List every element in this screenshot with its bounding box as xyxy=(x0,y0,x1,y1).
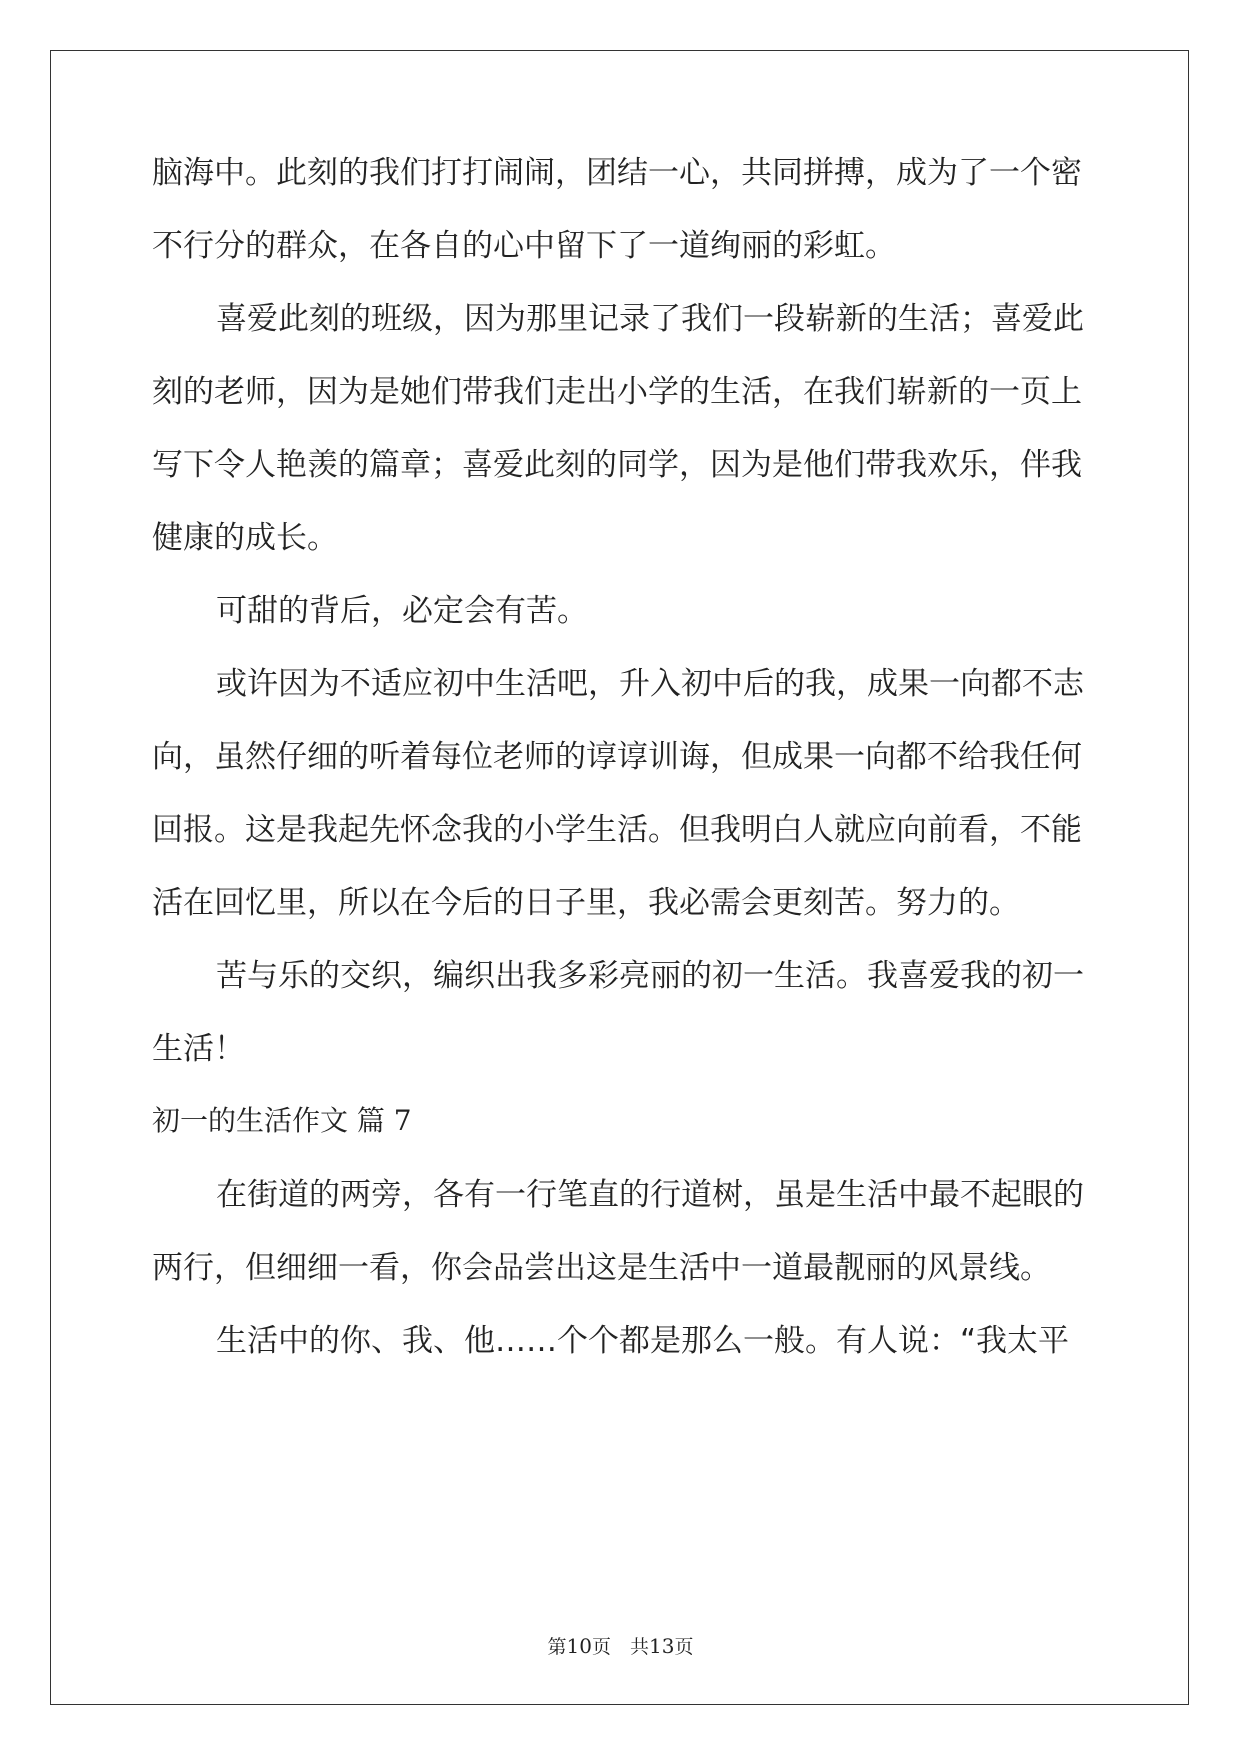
paragraph-start: 在街道的两旁，各有一行笔直的行道树，虽是生活中最不起眼的 xyxy=(216,1177,1084,1213)
text-line: 脑海中。此刻的我们打打闹闹，团结一心，共同拼搏，成为了一个密 xyxy=(152,155,1082,191)
section-heading: 初一的生活作文 篇 7 xyxy=(152,1104,412,1137)
current-page-number: 10 xyxy=(566,1634,592,1658)
paragraph-start: 可甜的背后，必定会有苦。 xyxy=(216,593,588,629)
footer-prefix: 第 xyxy=(547,1636,567,1658)
total-page-number: 13 xyxy=(649,1634,675,1658)
text-line: 向，虽然仔细的听着每位老师的谆谆训诲，但成果一向都不给我任何 xyxy=(152,739,1082,775)
text-line: 两行，但细细一看，你会品尝出这是生活中一道最靓丽的风景线。 xyxy=(152,1250,1051,1286)
paragraph-start: 喜爱此刻的班级，因为那里记录了我们一段崭新的生活；喜爱此 xyxy=(216,301,1084,337)
text-line: 写下令人艳羡的篇章；喜爱此刻的同学，因为是他们带我欢乐，伴我 xyxy=(152,447,1082,483)
text-line: 回报。这是我起先怀念我的小学生活。但我明白人就应向前看，不能 xyxy=(152,812,1082,848)
text-line: 健康的成长。 xyxy=(152,520,338,556)
text-line: 生活！ xyxy=(152,1031,245,1067)
text-line: 刻的老师，因为是她们带我们走出小学的生活，在我们崭新的一页上 xyxy=(152,374,1082,410)
text-line: 活在回忆里，所以在今后的日子里，我必需会更刻苦。努力的。 xyxy=(152,885,1020,921)
paragraph-start: 苦与乐的交织，编织出我多彩亮丽的初一生活。我喜爱我的初一 xyxy=(216,958,1084,994)
footer-mid: 页 共 xyxy=(591,1636,649,1658)
footer-suffix: 页 xyxy=(674,1636,694,1658)
paragraph-start: 生活中的你、我、他……个个都是那么一般。有人说：“我太平 xyxy=(216,1323,1070,1359)
paragraph-start: 或许因为不适应初中生活吧，升入初中后的我，成果一向都不志 xyxy=(216,666,1084,702)
page-footer xyxy=(0,1632,1241,1659)
text-line: 不行分的群众，在各自的心中留下了一道绚丽的彩虹。 xyxy=(152,228,896,264)
page-border xyxy=(50,50,1189,1705)
